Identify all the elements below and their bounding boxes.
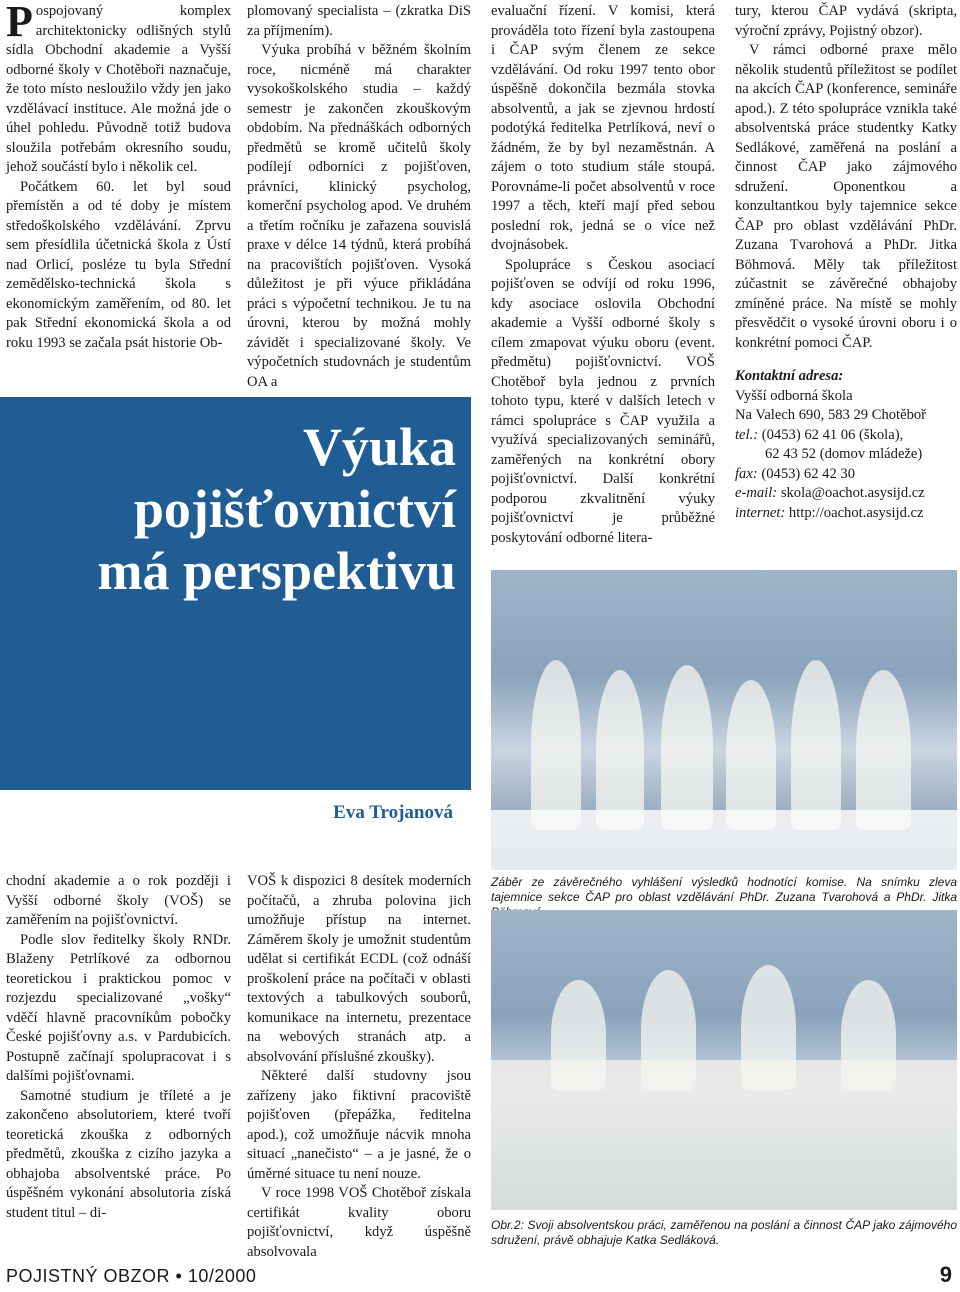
photo-figure [641, 970, 696, 1090]
tel-label: tel.: [735, 426, 759, 443]
article-column-4 [735, 2, 957, 523]
photo-award-ceremony [491, 570, 957, 870]
internet-label: internet: [735, 504, 786, 521]
article-column-3 [491, 2, 715, 548]
photo-figure [791, 660, 841, 830]
fax-value: (0453) 62 42 30 [761, 465, 855, 482]
article-paragraph: Podle slov ředitelky školy RNDr. Blaženy Petrlíkové za odbornou teoretickou i praktickou pomoc v rozjezdu specializované „vošky“ vděčí hlavně pracovníkům pobočky České pojišťovny a.s. v Pardubicích. Postupně začínají spolupracovat i s dalšími pojišťovnami. [6, 931, 231, 1084]
article-column-1 [6, 2, 231, 353]
contact-tel [735, 426, 957, 446]
email-label: e-mail: [735, 485, 778, 501]
tel-value: (0453) 62 41 06 (škola), [761, 426, 904, 443]
author-byline: Eva Trojanová [333, 802, 453, 823]
publication-footer: POJISTNÝ OBZOR • 10/2000 [6, 1266, 257, 1286]
contact-email [735, 484, 957, 504]
photo-table [491, 810, 957, 870]
article-paragraph: VOŠ k dispozici 8 desítek moderních počítačů, a zhruba polovina jich umožňuje přístup na internet. Záměrem školy je umožnit studentům udělat si certifikát ECDL (což odnáší proškolení práce na počítači v oblasti textových a tabulkových souborů, komunikace na internetu, prezentace na webových stranách atp. a absolvování příslušné zkoušky). [247, 873, 471, 1065]
article-paragraph: Samotné studium je tříleté a je zakončeno absolutoriem, které tvoří teoretická zkouška z odborných předmětů, zkouška z cizího jazyka a obhajoba absolventské práce. Po úspěšném vykonání absolutoria získá student titul – di- [6, 1087, 231, 1221]
headline-line: Výuka [302, 417, 456, 477]
photo-figure [726, 680, 776, 830]
article-paragraph: Spolupráce s Českou asociací pojišťoven se odvíjí od roku 1996, kdy asociace oslovila Obchodní akademie a Vyšší odborné školy s cílem zmapovat výuku oboru (event. předmětu) pojišťovnictví. VOŠ Chotěboř byla jednou z prvních tohoto typu, které v dalších letech v rámci spolupráce s ČAP využila a využívá specializovaných seminářů, zaměřených na konkrétní obory pojišťovnictví. Další konkrétní podporou zkvalitnění výuky pojišťovnictví je průběžné poskytování odborné litera- [491, 256, 715, 546]
article-paragraph: V rámci odborné praxe mělo několik studentů příležitost se podílet na akcích ČAP (konference, semináře apod.). Z této spolupráce vznikla také absolventská práce studentky Katky Sedlákové, zaměřená na poslání a činnost ČAP jako zájmového sdružení. Oponentkou a konzultantkou byly tajemnice sekce ČAP pro oblast vzdělávání PhDr. Zuzana Tvarohová a PhDr. Jitka Böhmová. Měly tak příležitost zúčastnit se závěrečné obhajoby zmíněné práce. Na místě se mohly přesvědčit o vysoké úrovni oboru i o konkrétní pomoci ČAP. [735, 42, 957, 351]
contact-address: Na Valech 690, 583 29 Chotěboř [735, 407, 927, 423]
photo-caption-1: Záběr ze závěrečného vyhlášení výsledků hodnotící komise. Na snímku zleva tajemnice sekce ČAP pro oblast vzdělávání PhDr. Zuzana Tvarohová a PhDr. Jitka [491, 875, 957, 904]
photo-figure [596, 670, 644, 830]
contact-name: Vyšší odborná škola [735, 387, 853, 404]
article-paragraph: plomovaný specialista – (zkratka DiS za příjmením). [247, 3, 471, 39]
contact-heading: Kontaktní adresa: [735, 368, 844, 384]
photo-figure [661, 665, 713, 830]
photo-figure [551, 980, 606, 1090]
article-column-5 [6, 872, 231, 1223]
article-paragraph: tury, kterou ČAP vydává (skripta, výroční zprávy, Pojistný obzor). [735, 3, 957, 39]
contact-tel-2: 62 43 52 (domov mládeže) [765, 446, 923, 462]
photo-caption-2: Obr.2: Svoji absolventskou práci, zaměřenou na poslání a činnost ČAP jako zájmového sdružení, právě obhajuje Katka Sedláková. [491, 1218, 957, 1247]
photo-figure [531, 660, 581, 830]
article-column-2 [247, 2, 471, 392]
headline-line: pojišťovnictví [133, 479, 456, 539]
article-paragraph: evaluační řízení. V komisi, která prováděla toto řízení byla zastoupena i ČAP svým členem ze sekce vzdělávání. Od roku 1997 tento obor úspěšně dokončila bezmála stovka absolventů, a jak se zjevnou hrdostí podotýká ředitelka Petrlíková, neví o žádném, že by byl nezaměstnán. A zájem o toto studium stále stoupá. Porovnáme-li počet absolventů v roce 1997 a těch, kteří mají před sebou poslední rok, jedná se o více než dvojnásobek. [491, 3, 715, 253]
fax-label: fax: [735, 465, 758, 482]
article-headline [36, 416, 456, 602]
photo-figure [741, 965, 796, 1090]
internet-link[interactable]: http://oachot.asysijd.cz [788, 504, 924, 521]
article-paragraph: Počátkem 60. let byl soud přemístěn a od té doby je místem středoškolského vzdělávání. Zprvu sem přesídlila účetnická škola z Ústí nad Orlicí, posléze tu byla Střední zemědělsko-technická škola s ekonomickým zaměřením, od 80. let pak Střední ekonomická škola a od roku 1993 se začala psát historie Ob- [6, 178, 231, 351]
byline-area [0, 790, 471, 833]
headline-line: má perspektivu [97, 541, 456, 601]
photo-thesis-defense [491, 910, 957, 1210]
photo-figure [856, 670, 911, 830]
photo-figure [841, 980, 896, 1090]
contact-internet [735, 504, 957, 524]
article-column-6 [247, 872, 471, 1262]
article-paragraph: Pospojovaný komplex architektonicky odlišných stylů sídla Obchodní akademie a Vyšší odborné školy v Chotěboři naznačuje, že toto místo nesloužilo vždy jen jako vzdělávací instituce. Ale možná jde o úhel pohledu. Původně totiž budova sloužila potřebám okresního soudu, jehož součástí bylo i několik cel. [6, 0, 231, 175]
article-paragraph: chodní akademie a o rok později i Vyšší odborné školy (VOŠ) se zaměřením na pojišťovnictví. [6, 873, 231, 928]
contact-fax [735, 465, 957, 485]
article-paragraph: Některé další studovny jsou zařízeny jako fiktivní pracoviště pojišťoven (přepážka, ředitelna apod.), což umožňuje nácvik mnoha situací „nanečisto“ – a je jasné, že o úměrné situace tu není nouze. [247, 1068, 471, 1182]
article-paragraph: Výuka probíhá v běžném školním roce, nicméně má charakter vysokoškolského studia – každý semestr je zakončen zkouškovým obdobím. Na přednáškách odborných předmětů se kromě učitelů školy podílejí odborníci z pojišťoven, právníci, klinický psycholog, komerční psycholog apod. Ve druhém a třetím ročníku je zařazena souvislá praxe v délce 14 týdnů, která probíhá na pracovištích pojišťoven. Vysoká důležitost je při výuce přikládána práci s výpočetní technikou. Je tu na úrovni, kterou by možná mohly závidět i specializované školy. Ve výpočetních studovnách je studentům OA a [247, 42, 471, 390]
page-number: 9 [939, 1262, 952, 1287]
email-link[interactable]: skola@oachot.asysijd.cz [780, 485, 925, 501]
article-paragraph: V roce 1998 VOŠ Chotěboř získala certifikát kvality oboru pojišťovnictví, když úspěšně absolvovala [247, 1185, 471, 1260]
